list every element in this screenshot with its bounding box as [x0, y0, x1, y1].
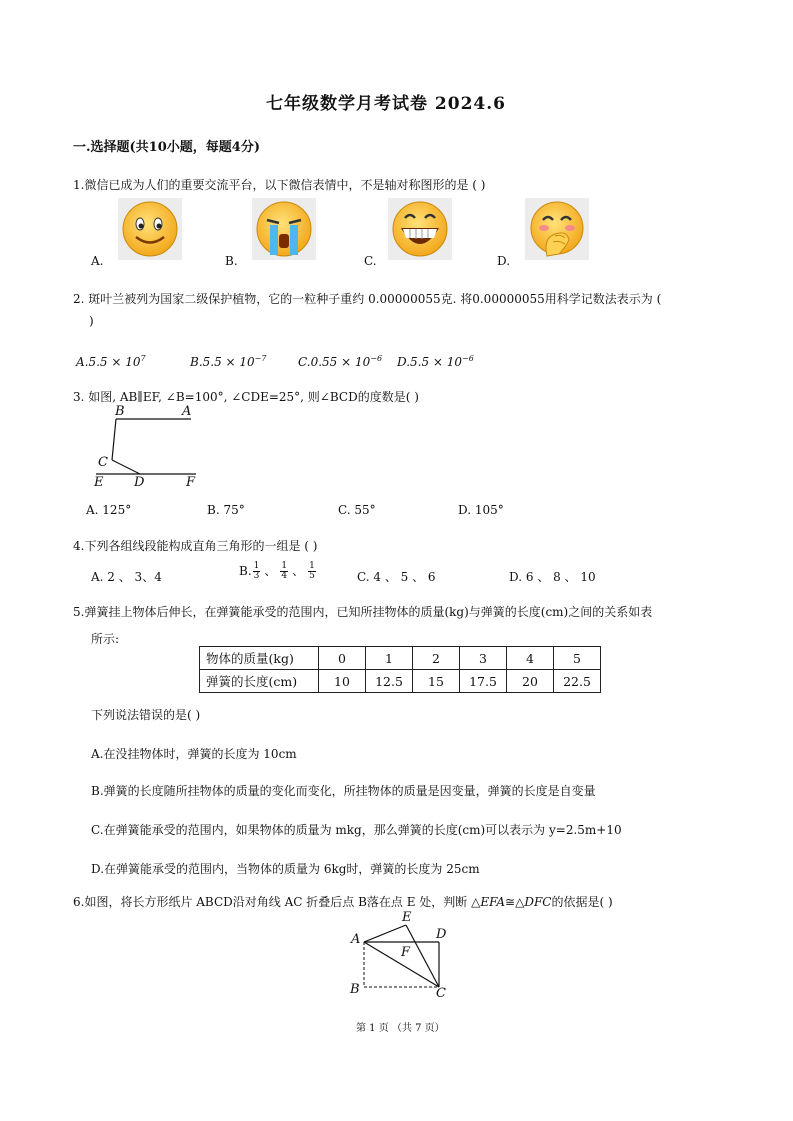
smile-emoji-icon: [118, 198, 182, 260]
q5-option-c: C.在弹簧能承受的范围内，如果物体的质量为 mkg，那么弹簧的长度(cm)可以表示为 y=2.5m+10: [91, 823, 622, 837]
q3-label-b: B: [115, 404, 125, 419]
q6-label-e: E: [402, 910, 412, 925]
page-footer: 第 1 页 （共 7 页）: [356, 1023, 445, 1034]
question-5-text: 5.弹簧挂上物体后伸长，在弹簧能承受的范围内，已知所挂物体的质量(kg)与弹簧的长度(cm)之间的关系如表: [73, 605, 653, 619]
q6-label-b: B: [350, 982, 360, 997]
table-header-mass: 物体的质量(kg): [200, 647, 319, 670]
table-cell: 22.5: [554, 670, 601, 693]
mass-length-table: [199, 646, 601, 693]
fraction-one-fourth: $\frac{1}{4}$: [281, 561, 288, 581]
fraction-one-third: $\frac{1}{3}$: [253, 561, 260, 581]
q6-label-d: D: [436, 927, 447, 942]
option-a-label: A.: [91, 254, 104, 268]
crying-emoji-icon: [252, 198, 316, 260]
q3-option-d: D. 105°: [458, 503, 504, 517]
q2-option-c: $C.0.55 \times 10^{-6}$: [298, 354, 383, 369]
question-2-text: 2. 斑叶兰被列为国家二级保护植物，它的一粒种子重约 0.00000055克. 将0.00000055用科学记数法表示为 (: [73, 292, 662, 306]
q6-label-f: F: [401, 945, 411, 960]
table-cell: 10: [319, 670, 366, 693]
table-cell: 4: [507, 647, 554, 670]
q3-option-b: B. 75°: [207, 503, 245, 517]
table-cell: 0: [319, 647, 366, 670]
q6-label-c: C: [436, 986, 446, 1001]
option-b-emoji: [252, 198, 316, 260]
question-3-text: 3. 如图, AB∥EF, ∠B=100°, ∠CDE=25°, 则∠BCD的度数是( ): [73, 390, 419, 404]
table-cell: 2: [413, 647, 460, 670]
q4-option-a: A. 2 、 3、4: [91, 570, 162, 584]
q3-option-a: A. 125°: [86, 503, 132, 517]
section-heading: 一.选择题(共10小题，每题4分): [73, 140, 260, 155]
grin-emoji-icon: [388, 198, 452, 260]
table-header-length: 弹簧的长度(cm): [200, 670, 319, 693]
page-title: 七年级数学月考试卷 2024.6: [266, 94, 506, 114]
hiding-face-emoji-icon: [525, 198, 589, 260]
q3-label-d: D: [134, 475, 145, 490]
q2-option-a: $A.5.5 \times 10^7$: [76, 354, 146, 369]
table-row: [200, 647, 601, 670]
q5-prompt: 下列说法错误的是( ): [91, 708, 201, 722]
question-1-text: 1.微信已成为人们的重要交流平台，以下微信表情中，不是轴对称图形的是 ( ): [73, 178, 486, 192]
option-a-emoji: [118, 198, 182, 260]
table-cell: 5: [554, 647, 601, 670]
q4-option-d: D. 6 、 8 、 10: [509, 570, 596, 584]
option-c-emoji: [388, 198, 452, 260]
question-2-text-cont: ): [89, 314, 94, 328]
q5-option-d: D.在弹簧能承受的范围内，当物体的质量为 6kg时，弹簧的长度为 25cm: [91, 862, 480, 876]
fraction-one-fifth: $\frac{1}{5}$: [309, 561, 315, 581]
table-cell: 3: [460, 647, 507, 670]
q4-option-b: B. $\frac{1}{3}$ 、 $\frac{1}{4}$ 、 $\frac{1}{5}$: [239, 561, 315, 581]
q4-option-c: C. 4 、 5 、 6: [357, 570, 436, 584]
table-cell: 20: [507, 670, 554, 693]
option-b-label: B.: [225, 254, 238, 268]
q3-label-e: E: [94, 475, 104, 490]
table-cell: 12.5: [366, 670, 413, 693]
q6-label-a: A: [351, 932, 361, 947]
q5-option-b: B.弹簧的长度随所挂物体的质量的变化而变化，所挂物体的质量是因变量，弹簧的长度是自变量: [91, 784, 596, 798]
question-4-text: 4.下列各组线段能构成直角三角形的一组是 ( ): [73, 539, 318, 553]
question-5-text-cont: 所示:: [91, 632, 120, 646]
q3-label-a: A: [182, 404, 192, 419]
question-6-text: 6.如图，将长方形纸片 ABCD沿对角线 AC 折叠后点 B落在点 E 处，判断 △EFA≅△DFC的依据是( ): [73, 895, 613, 909]
q5-option-a: A.在没挂物体时，弹簧的长度为 10cm: [91, 747, 297, 761]
q3-label-f: F: [186, 475, 196, 490]
table-cell: 1: [366, 647, 413, 670]
q3-option-c: C. 55°: [338, 503, 376, 517]
q2-option-b: $B.5.5 \times 10^{-7}$: [190, 354, 267, 369]
q2-option-d: $D.5.5 \times 10^{-6}$: [397, 354, 474, 369]
option-c-label: C.: [364, 254, 377, 268]
q3-label-c: C: [98, 455, 108, 470]
table-row: [200, 670, 601, 693]
option-d-label: D.: [497, 254, 511, 268]
table-cell: 15: [413, 670, 460, 693]
table-cell: 17.5: [460, 670, 507, 693]
option-d-emoji: [525, 198, 589, 260]
